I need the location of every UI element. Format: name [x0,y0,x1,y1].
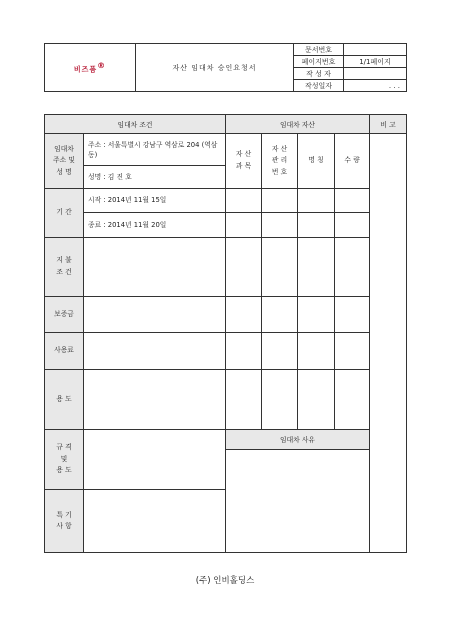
address-name-label: 임대차 주소 및 성 명 [45,134,84,188]
payment-terms-label: 지 불 조 건 [45,238,84,297]
asset-cell[interactable] [226,332,262,369]
meta-value-page: 1/1페이지 [344,56,407,68]
usage-value[interactable] [84,370,226,430]
asset-cell[interactable] [298,296,335,332]
period-start[interactable]: 시작 : 2014년 11월 15일 [84,188,226,212]
lease-reason-header: 임대차 사유 [226,429,370,449]
asset-cell[interactable] [298,238,335,297]
asset-cell[interactable] [262,296,298,332]
meta-label-doc-no: 문서번호 [294,44,344,56]
asset-cell[interactable] [262,370,298,430]
registered-mark: ® [97,60,107,70]
asset-cell[interactable] [298,212,335,237]
asset-cell[interactable] [335,296,370,332]
deposit-label: 보증금 [45,296,84,332]
asset-cell[interactable] [262,238,298,297]
asset-cell[interactable] [298,188,335,212]
meta-label-author: 작 성 자 [294,68,344,80]
remarks-cell[interactable] [370,134,407,553]
asset-cell[interactable] [335,238,370,297]
name-value[interactable]: 성명 : 김 진 호 [84,166,226,188]
lease-request-form [44,114,407,553]
asset-cell[interactable] [226,370,262,430]
remarks-header: 비 고 [370,115,407,134]
asset-qty-header: 수 량 [335,134,370,188]
special-notes-label: 특 기 사 항 [45,490,84,553]
asset-subject-header: 자 산 과 목 [226,134,262,188]
asset-cell[interactable] [226,238,262,297]
period-end[interactable]: 종료 : 2014년 11월 20일 [84,212,226,237]
asset-cell[interactable] [335,332,370,369]
usage-fee-value[interactable] [84,332,226,369]
asset-mgmt-no-header: 자 산 관 리 번 호 [262,134,298,188]
asset-name-header: 명 칭 [298,134,335,188]
lease-assets-header: 임대차 자산 [226,115,370,134]
company-name: (주) 인비홀딩스 [195,576,255,586]
deposit-value[interactable] [84,296,226,332]
document-header [44,43,407,92]
asset-cell[interactable] [298,370,335,430]
address-value[interactable]: 주소 : 서울특별시 강남구 역삼로 204 (역삼동) [84,134,226,166]
logo [45,44,136,92]
asset-cell[interactable] [335,370,370,430]
spec-usage-value[interactable] [84,429,226,490]
usage-fee-label: 사용료 [45,332,84,369]
period-label: 기 간 [45,188,84,237]
payment-terms-value[interactable] [84,238,226,297]
asset-cell[interactable] [335,188,370,212]
meta-value-author[interactable] [344,68,407,80]
asset-cell[interactable] [335,212,370,237]
meta-value-doc-no[interactable] [344,44,407,56]
meta-label-date: 작성일자 [294,80,344,92]
document-title: 자산 임대차 승인요청서 [136,44,294,92]
meta-value-date[interactable]: . . . [344,80,407,92]
lease-reason-value[interactable] [226,449,370,552]
special-notes-value[interactable] [84,490,226,553]
meta-label-page: 페이지번호 [294,56,344,68]
asset-cell[interactable] [262,332,298,369]
spec-usage-label: 규 격 및 용 도 [45,429,84,490]
asset-cell[interactable] [298,332,335,369]
logo-text: 비즈폼 [73,65,98,74]
asset-cell[interactable] [262,188,298,212]
usage-label: 용 도 [45,370,84,430]
lease-conditions-header: 임대차 조건 [45,115,226,134]
asset-cell[interactable] [226,296,262,332]
asset-cell[interactable] [226,188,262,212]
asset-cell[interactable] [262,212,298,237]
asset-cell[interactable] [226,212,262,237]
